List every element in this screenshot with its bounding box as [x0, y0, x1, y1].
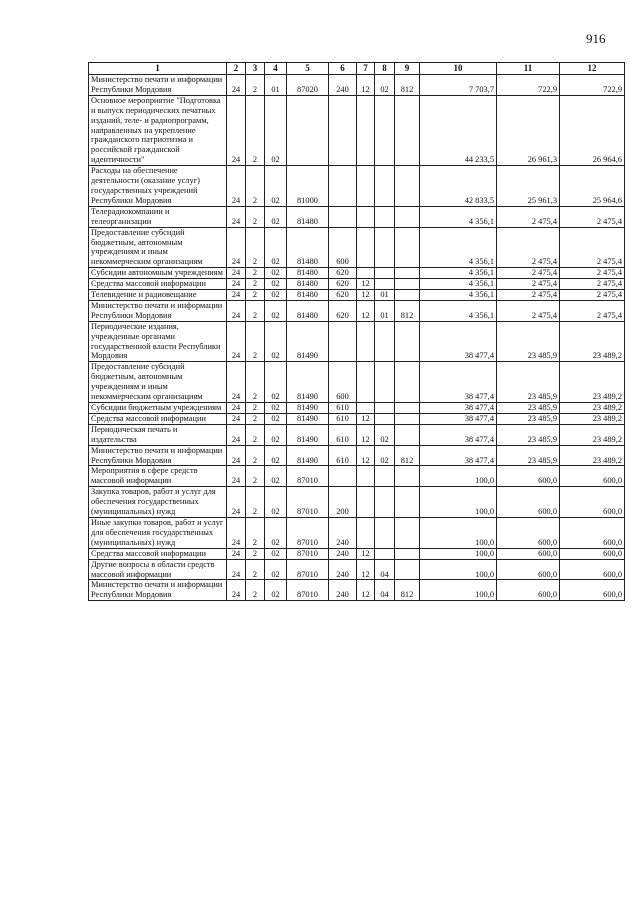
section-code: 12 — [357, 559, 375, 580]
amount-col-10: 4 356,1 — [420, 206, 497, 227]
amount-col-10: 100,0 — [420, 548, 497, 559]
section-code: 12 — [357, 300, 375, 321]
ministry-code — [395, 95, 420, 165]
target-article-code: 81490 — [287, 424, 329, 445]
expense-type-code: 610 — [329, 445, 357, 466]
row-name: Министерство печати и информации Республики Мордовия — [89, 445, 227, 466]
target-article-code: 87010 — [287, 487, 329, 518]
ministry-code — [395, 548, 420, 559]
amount-col-12: 600,0 — [560, 487, 625, 518]
amount-col-10: 4 356,1 — [420, 290, 497, 301]
code-col-2: 24 — [227, 279, 246, 290]
col-header-1: 1 — [89, 63, 227, 75]
amount-col-12: 23 489,2 — [560, 424, 625, 445]
subsection-code — [375, 227, 395, 268]
amount-col-10: 38 477,4 — [420, 403, 497, 414]
row-name: Предоставление субсидий бюджетным, автономным учреждениям и иным некоммерческим организациям — [89, 227, 227, 268]
subsection-code — [375, 321, 395, 362]
budget-table — [88, 62, 625, 601]
code-col-3: 2 — [246, 268, 265, 279]
code-col-3: 2 — [246, 279, 265, 290]
subsection-code — [375, 279, 395, 290]
expense-type-code: 610 — [329, 413, 357, 424]
expense-type-code: 240 — [329, 580, 357, 601]
code-col-4: 02 — [265, 559, 287, 580]
amount-col-11: 2 475,4 — [497, 300, 560, 321]
expense-type-code — [329, 206, 357, 227]
row-name: Телерадиокомпании и телеорганизации — [89, 206, 227, 227]
amount-col-12: 722,9 — [560, 75, 625, 96]
amount-col-10: 4 356,1 — [420, 300, 497, 321]
amount-col-12: 600,0 — [560, 559, 625, 580]
code-col-2: 24 — [227, 466, 246, 487]
ministry-code — [395, 413, 420, 424]
code-col-3: 2 — [246, 321, 265, 362]
subsection-code: 02 — [375, 424, 395, 445]
amount-col-10: 100,0 — [420, 466, 497, 487]
ministry-code — [395, 166, 420, 207]
amount-col-11: 2 475,4 — [497, 279, 560, 290]
row-name: Министерство печати и информации Республики Мордовия — [89, 75, 227, 96]
section-code: 12 — [357, 548, 375, 559]
amount-col-11: 23 485,9 — [497, 413, 560, 424]
amount-col-10: 100,0 — [420, 517, 497, 548]
target-article-code: 81490 — [287, 362, 329, 403]
row-name: Средства массовой информации — [89, 548, 227, 559]
target-article-code: 81480 — [287, 206, 329, 227]
amount-col-11: 26 961,3 — [497, 95, 560, 165]
subsection-code — [375, 517, 395, 548]
code-col-2: 24 — [227, 321, 246, 362]
section-code — [357, 403, 375, 414]
table-row — [89, 95, 625, 165]
code-col-4: 02 — [265, 445, 287, 466]
ministry-code — [395, 321, 420, 362]
expense-type-code: 600 — [329, 227, 357, 268]
col-header-8: 8 — [375, 63, 395, 75]
amount-col-12: 600,0 — [560, 466, 625, 487]
amount-col-12: 600,0 — [560, 580, 625, 601]
code-col-2: 24 — [227, 559, 246, 580]
table-row — [89, 290, 625, 301]
header-row — [89, 63, 625, 75]
code-col-2: 24 — [227, 206, 246, 227]
amount-col-10: 4 356,1 — [420, 268, 497, 279]
amount-col-10: 38 477,4 — [420, 413, 497, 424]
amount-col-12: 600,0 — [560, 548, 625, 559]
row-name: Телевидение и радиовещание — [89, 290, 227, 301]
code-col-3: 2 — [246, 559, 265, 580]
expense-type-code: 620 — [329, 268, 357, 279]
amount-col-10: 38 477,4 — [420, 445, 497, 466]
ministry-code: 812 — [395, 75, 420, 96]
amount-col-11: 23 485,9 — [497, 445, 560, 466]
col-header-5: 5 — [287, 63, 329, 75]
table-row — [89, 413, 625, 424]
table-row — [89, 206, 625, 227]
code-col-3: 2 — [246, 300, 265, 321]
code-col-4: 02 — [265, 290, 287, 301]
row-name: Средства массовой информации — [89, 413, 227, 424]
ministry-code — [395, 268, 420, 279]
code-col-3: 2 — [246, 413, 265, 424]
section-code: 12 — [357, 75, 375, 96]
target-article-code: 87010 — [287, 548, 329, 559]
target-article-code: 81480 — [287, 227, 329, 268]
code-col-3: 2 — [246, 445, 265, 466]
subsection-code: 01 — [375, 300, 395, 321]
section-code — [357, 166, 375, 207]
code-col-3: 2 — [246, 403, 265, 414]
code-col-4: 02 — [265, 300, 287, 321]
amount-col-11: 722,9 — [497, 75, 560, 96]
expense-type-code — [329, 466, 357, 487]
amount-col-12: 2 475,4 — [560, 290, 625, 301]
code-col-2: 24 — [227, 413, 246, 424]
section-code: 12 — [357, 290, 375, 301]
expense-type-code: 240 — [329, 75, 357, 96]
code-col-4: 02 — [265, 166, 287, 207]
code-col-2: 24 — [227, 517, 246, 548]
code-col-4: 02 — [265, 279, 287, 290]
table-row — [89, 362, 625, 403]
code-col-4: 02 — [265, 487, 287, 518]
col-header-9: 9 — [395, 63, 420, 75]
code-col-4: 02 — [265, 424, 287, 445]
row-name: Другие вопросы в области средств массовой информации — [89, 559, 227, 580]
ministry-code — [395, 206, 420, 227]
code-col-2: 24 — [227, 300, 246, 321]
amount-col-11: 600,0 — [497, 580, 560, 601]
target-article-code: 81480 — [287, 300, 329, 321]
expense-type-code — [329, 321, 357, 362]
code-col-2: 24 — [227, 75, 246, 96]
section-code — [357, 227, 375, 268]
ministry-code — [395, 227, 420, 268]
table-row — [89, 403, 625, 414]
target-article-code: 81490 — [287, 445, 329, 466]
code-col-2: 24 — [227, 580, 246, 601]
section-code — [357, 517, 375, 548]
expense-type-code: 600 — [329, 362, 357, 403]
code-col-2: 24 — [227, 227, 246, 268]
amount-col-11: 600,0 — [497, 517, 560, 548]
col-header-10: 10 — [420, 63, 497, 75]
row-name: Субсидии автономным учреждениям — [89, 268, 227, 279]
code-col-3: 2 — [246, 580, 265, 601]
table-row — [89, 548, 625, 559]
code-col-3: 2 — [246, 75, 265, 96]
ministry-code — [395, 517, 420, 548]
amount-col-11: 2 475,4 — [497, 206, 560, 227]
table-row — [89, 559, 625, 580]
code-col-2: 24 — [227, 403, 246, 414]
ministry-code — [395, 487, 420, 518]
subsection-code: 02 — [375, 75, 395, 96]
code-col-2: 24 — [227, 424, 246, 445]
code-col-3: 2 — [246, 487, 265, 518]
code-col-3: 2 — [246, 290, 265, 301]
ministry-code — [395, 279, 420, 290]
code-col-2: 24 — [227, 268, 246, 279]
subsection-code — [375, 403, 395, 414]
section-code — [357, 95, 375, 165]
table-row — [89, 466, 625, 487]
amount-col-11: 23 485,9 — [497, 424, 560, 445]
subsection-code — [375, 548, 395, 559]
code-col-4: 02 — [265, 548, 287, 559]
code-col-4: 02 — [265, 362, 287, 403]
section-code: 12 — [357, 424, 375, 445]
code-col-4: 02 — [265, 227, 287, 268]
amount-col-12: 23 489,2 — [560, 445, 625, 466]
col-header-6: 6 — [329, 63, 357, 75]
table-row — [89, 75, 625, 96]
target-article-code: 81490 — [287, 321, 329, 362]
subsection-code — [375, 166, 395, 207]
expense-type-code: 240 — [329, 559, 357, 580]
amount-col-12: 25 964,6 — [560, 166, 625, 207]
amount-col-10: 44 233,5 — [420, 95, 497, 165]
code-col-3: 2 — [246, 95, 265, 165]
subsection-code — [375, 413, 395, 424]
row-name: Министерство печати и информации Республики Мордовия — [89, 300, 227, 321]
target-article-code: 81480 — [287, 290, 329, 301]
code-col-2: 24 — [227, 290, 246, 301]
code-col-3: 2 — [246, 548, 265, 559]
amount-col-11: 25 961,3 — [497, 166, 560, 207]
row-name: Министерство печати и информации Республики Мордовия — [89, 580, 227, 601]
table-row — [89, 300, 625, 321]
amount-col-11: 23 485,9 — [497, 362, 560, 403]
expense-type-code: 610 — [329, 403, 357, 414]
subsection-code — [375, 206, 395, 227]
target-article-code: 87020 — [287, 75, 329, 96]
code-col-4: 02 — [265, 206, 287, 227]
expense-type-code: 620 — [329, 279, 357, 290]
expense-type-code: 620 — [329, 300, 357, 321]
row-name: Иные закупки товаров, работ и услуг для обеспечения государственных (муниципальных) нужд — [89, 517, 227, 548]
code-col-4: 02 — [265, 95, 287, 165]
code-col-2: 24 — [227, 445, 246, 466]
expense-type-code: 620 — [329, 290, 357, 301]
amount-col-12: 2 475,4 — [560, 300, 625, 321]
code-col-3: 2 — [246, 166, 265, 207]
target-article-code: 87010 — [287, 466, 329, 487]
section-code — [357, 487, 375, 518]
amount-col-12: 2 475,4 — [560, 268, 625, 279]
subsection-code — [375, 268, 395, 279]
code-col-4: 02 — [265, 268, 287, 279]
subsection-code — [375, 466, 395, 487]
section-code: 12 — [357, 445, 375, 466]
row-name: Средства массовой информации — [89, 279, 227, 290]
amount-col-10: 38 477,4 — [420, 321, 497, 362]
row-name: Основное мероприятие "Подготовка и выпуск периодических печатных изданий, теле- и радиопрограмм, направленных на укрепление гражданского патриотизма и российской гражданской идентичности" — [89, 95, 227, 165]
amount-col-10: 38 477,4 — [420, 362, 497, 403]
amount-col-10: 4 356,1 — [420, 279, 497, 290]
table-row — [89, 445, 625, 466]
section-code — [357, 206, 375, 227]
ministry-code — [395, 466, 420, 487]
code-col-4: 02 — [265, 517, 287, 548]
row-name: Мероприятия в сфере средств массовой информации — [89, 466, 227, 487]
code-col-3: 2 — [246, 517, 265, 548]
ministry-code — [395, 559, 420, 580]
col-header-7: 7 — [357, 63, 375, 75]
amount-col-10: 42 833,5 — [420, 166, 497, 207]
ministry-code — [395, 290, 420, 301]
row-name: Закупка товаров, работ и услуг для обеспечения государственных (муниципальных) нужд — [89, 487, 227, 518]
target-article-code: 87010 — [287, 559, 329, 580]
subsection-code — [375, 362, 395, 403]
expense-type-code — [329, 95, 357, 165]
amount-col-12: 23 489,2 — [560, 321, 625, 362]
row-name: Расходы на обеспечение деятельности (оказание услуг) государственных учреждений Республики Мордовия — [89, 166, 227, 207]
target-article-code: 87010 — [287, 580, 329, 601]
code-col-2: 24 — [227, 166, 246, 207]
row-name: Периодические издания, учрежденные органами государственной власти Республики Мордовия — [89, 321, 227, 362]
code-col-4: 02 — [265, 403, 287, 414]
target-article-code: 81480 — [287, 268, 329, 279]
amount-col-11: 2 475,4 — [497, 268, 560, 279]
expense-type-code: 240 — [329, 548, 357, 559]
code-col-3: 2 — [246, 227, 265, 268]
col-header-4: 4 — [265, 63, 287, 75]
code-col-2: 24 — [227, 95, 246, 165]
subsection-code — [375, 95, 395, 165]
amount-col-10: 4 356,1 — [420, 227, 497, 268]
amount-col-12: 2 475,4 — [560, 279, 625, 290]
target-article-code: 81490 — [287, 413, 329, 424]
subsection-code — [375, 487, 395, 518]
code-col-2: 24 — [227, 362, 246, 403]
amount-col-10: 100,0 — [420, 580, 497, 601]
table-row — [89, 517, 625, 548]
page-number: 916 — [586, 31, 606, 46]
table-row — [89, 166, 625, 207]
section-code — [357, 321, 375, 362]
expense-type-code — [329, 166, 357, 207]
col-header-11: 11 — [497, 63, 560, 75]
ministry-code: 812 — [395, 445, 420, 466]
section-code: 12 — [357, 279, 375, 290]
table-row — [89, 321, 625, 362]
table-body — [89, 75, 625, 601]
amount-col-12: 23 489,2 — [560, 413, 625, 424]
target-article-code: 81490 — [287, 403, 329, 414]
amount-col-11: 23 485,9 — [497, 321, 560, 362]
amount-col-10: 7 703,7 — [420, 75, 497, 96]
code-col-4: 02 — [265, 321, 287, 362]
row-name: Предоставление субсидий бюджетным, автономным учреждениям и иным некоммерческим организациям — [89, 362, 227, 403]
section-code — [357, 362, 375, 403]
code-col-4: 01 — [265, 75, 287, 96]
amount-col-10: 38 477,4 — [420, 424, 497, 445]
col-header-12: 12 — [560, 63, 625, 75]
row-name: Периодическая печать и издательства — [89, 424, 227, 445]
amount-col-11: 2 475,4 — [497, 290, 560, 301]
amount-col-12: 23 489,2 — [560, 362, 625, 403]
col-header-3: 3 — [246, 63, 265, 75]
expense-type-code: 610 — [329, 424, 357, 445]
target-article-code: 81480 — [287, 279, 329, 290]
amount-col-11: 600,0 — [497, 466, 560, 487]
target-article-code — [287, 95, 329, 165]
section-code — [357, 268, 375, 279]
amount-col-11: 600,0 — [497, 548, 560, 559]
table-row — [89, 424, 625, 445]
ministry-code — [395, 424, 420, 445]
amount-col-12: 600,0 — [560, 517, 625, 548]
amount-col-10: 100,0 — [420, 487, 497, 518]
code-col-2: 24 — [227, 487, 246, 518]
code-col-2: 24 — [227, 548, 246, 559]
target-article-code: 81000 — [287, 166, 329, 207]
amount-col-10: 100,0 — [420, 559, 497, 580]
expense-type-code: 200 — [329, 487, 357, 518]
subsection-code: 04 — [375, 559, 395, 580]
col-header-2: 2 — [227, 63, 246, 75]
table-row — [89, 487, 625, 518]
subsection-code: 02 — [375, 445, 395, 466]
amount-col-12: 26 964,6 — [560, 95, 625, 165]
expense-type-code: 240 — [329, 517, 357, 548]
ministry-code — [395, 362, 420, 403]
subsection-code: 01 — [375, 290, 395, 301]
subsection-code: 04 — [375, 580, 395, 601]
amount-col-12: 2 475,4 — [560, 206, 625, 227]
code-col-4: 02 — [265, 580, 287, 601]
code-col-3: 2 — [246, 362, 265, 403]
code-col-3: 2 — [246, 206, 265, 227]
section-code — [357, 466, 375, 487]
code-col-4: 02 — [265, 466, 287, 487]
ministry-code: 812 — [395, 300, 420, 321]
ministry-code — [395, 403, 420, 414]
row-name: Субсидии бюджетным учреждениям — [89, 403, 227, 414]
amount-col-11: 600,0 — [497, 559, 560, 580]
section-code: 12 — [357, 580, 375, 601]
ministry-code: 812 — [395, 580, 420, 601]
target-article-code: 87010 — [287, 517, 329, 548]
amount-col-11: 600,0 — [497, 487, 560, 518]
code-col-4: 02 — [265, 413, 287, 424]
table-row — [89, 227, 625, 268]
amount-col-12: 2 475,4 — [560, 227, 625, 268]
table-row — [89, 268, 625, 279]
amount-col-12: 23 489,2 — [560, 403, 625, 414]
amount-col-11: 2 475,4 — [497, 227, 560, 268]
section-code: 12 — [357, 413, 375, 424]
amount-col-11: 23 485,9 — [497, 403, 560, 414]
code-col-3: 2 — [246, 424, 265, 445]
table-row — [89, 580, 625, 601]
table-row — [89, 279, 625, 290]
code-col-3: 2 — [246, 466, 265, 487]
